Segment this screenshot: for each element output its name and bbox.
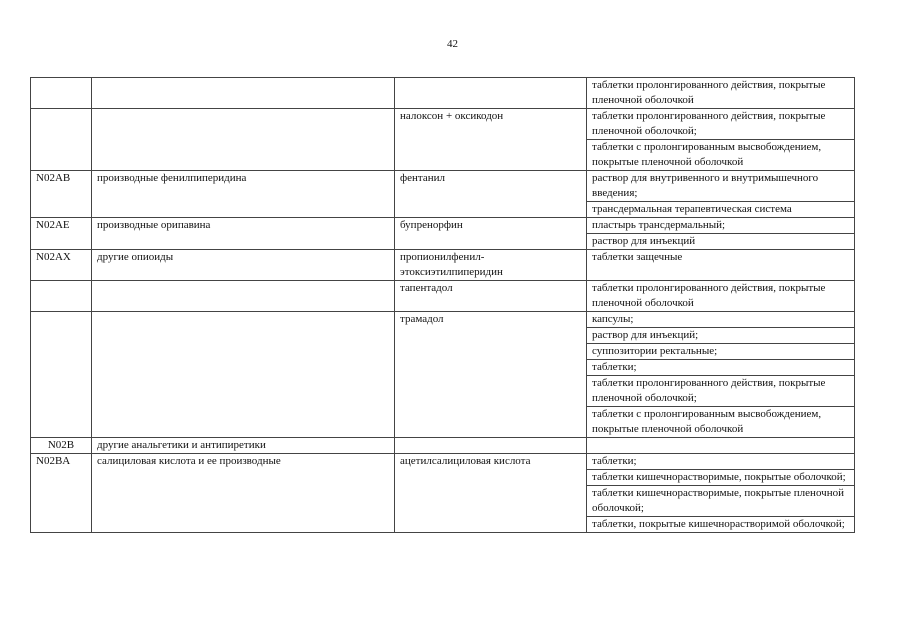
table-row <box>31 312 855 328</box>
dosage-form-cell: таблетки защечные <box>587 250 855 281</box>
atc-code-cell <box>31 281 92 312</box>
table-row <box>31 250 855 281</box>
drug-name-cell <box>395 438 587 454</box>
drug-name-cell: пропионилфенил-этоксиэтилпиперидин <box>395 250 587 281</box>
anatomical-group-cell <box>92 78 395 109</box>
anatomical-group-cell: другие анальгетики и антипиретики <box>92 438 395 454</box>
table-row <box>31 109 855 140</box>
table-row <box>31 454 855 470</box>
anatomical-group-cell <box>92 312 395 438</box>
dosage-form-cell: таблетки кишечнорастворимые, покрытые пленочной оболочкой; <box>587 486 855 517</box>
drug-table <box>30 77 855 533</box>
table-row <box>31 438 855 454</box>
dosage-form-cell: капсулы; <box>587 312 855 328</box>
dosage-form-cell <box>587 438 855 454</box>
page-number: 42 <box>447 38 458 50</box>
atc-code-cell: N02B <box>31 438 92 454</box>
dosage-form-cell: таблетки кишечнорастворимые, покрытые оболочкой; <box>587 470 855 486</box>
dosage-form-cell: таблетки пролонгированного действия, покрытые пленочной оболочкой <box>587 281 855 312</box>
drug-name-cell: ацетилсалициловая кислота <box>395 454 587 533</box>
anatomical-group-cell <box>92 109 395 171</box>
atc-code-cell <box>31 78 92 109</box>
atc-code-cell <box>31 109 92 171</box>
drug-name-cell: трамадол <box>395 312 587 438</box>
drug-name-cell: бупренорфин <box>395 218 587 250</box>
table-row <box>31 281 855 312</box>
anatomical-group-cell: другие опиоиды <box>92 250 395 281</box>
atc-code-cell: N02AE <box>31 218 92 250</box>
dosage-form-cell: раствор для инъекций <box>587 234 855 250</box>
atc-code-cell: N02AX <box>31 250 92 281</box>
dosage-form-cell: суппозитории ректальные; <box>587 344 855 360</box>
dosage-form-cell: таблетки пролонгированного действия, покрытые пленочной оболочкой; <box>587 109 855 140</box>
drug-name-cell: тапентадол <box>395 281 587 312</box>
atc-code-cell <box>31 312 92 438</box>
table-row <box>31 171 855 202</box>
dosage-form-cell: таблетки пролонгированного действия, покрытые пленочной оболочкой <box>587 78 855 109</box>
anatomical-group-cell: производные фенилпиперидина <box>92 171 395 218</box>
dosage-form-cell: таблетки, покрытые кишечнорастворимой оболочкой; <box>587 517 855 533</box>
dosage-form-cell: таблетки; <box>587 454 855 470</box>
table-row <box>31 218 855 234</box>
dosage-form-cell: таблетки с пролонгированным высвобождением, покрытые пленочной оболочкой <box>587 407 855 438</box>
drug-name-cell <box>395 78 587 109</box>
anatomical-group-cell <box>92 281 395 312</box>
anatomical-group-cell: салициловая кислота и ее производные <box>92 454 395 533</box>
dosage-form-cell: таблетки с пролонгированным высвобождением, покрытые пленочной оболочкой <box>587 140 855 171</box>
dosage-form-cell: раствор для инъекций; <box>587 328 855 344</box>
anatomical-group-cell: производные орипавина <box>92 218 395 250</box>
dosage-form-cell: таблетки пролонгированного действия, покрытые пленочной оболочкой; <box>587 376 855 407</box>
dosage-form-cell: таблетки; <box>587 360 855 376</box>
table-row <box>31 78 855 109</box>
dosage-form-cell: раствор для внутривенного и внутримышечного введения; <box>587 171 855 202</box>
drug-name-cell: налоксон + оксикодон <box>395 109 587 171</box>
atc-code-cell: N02AB <box>31 171 92 218</box>
dosage-form-cell: пластырь трансдермальный; <box>587 218 855 234</box>
dosage-form-cell: трансдермальная терапевтическая система <box>587 202 855 218</box>
drug-name-cell: фентанил <box>395 171 587 218</box>
atc-code-cell: N02BA <box>31 454 92 533</box>
